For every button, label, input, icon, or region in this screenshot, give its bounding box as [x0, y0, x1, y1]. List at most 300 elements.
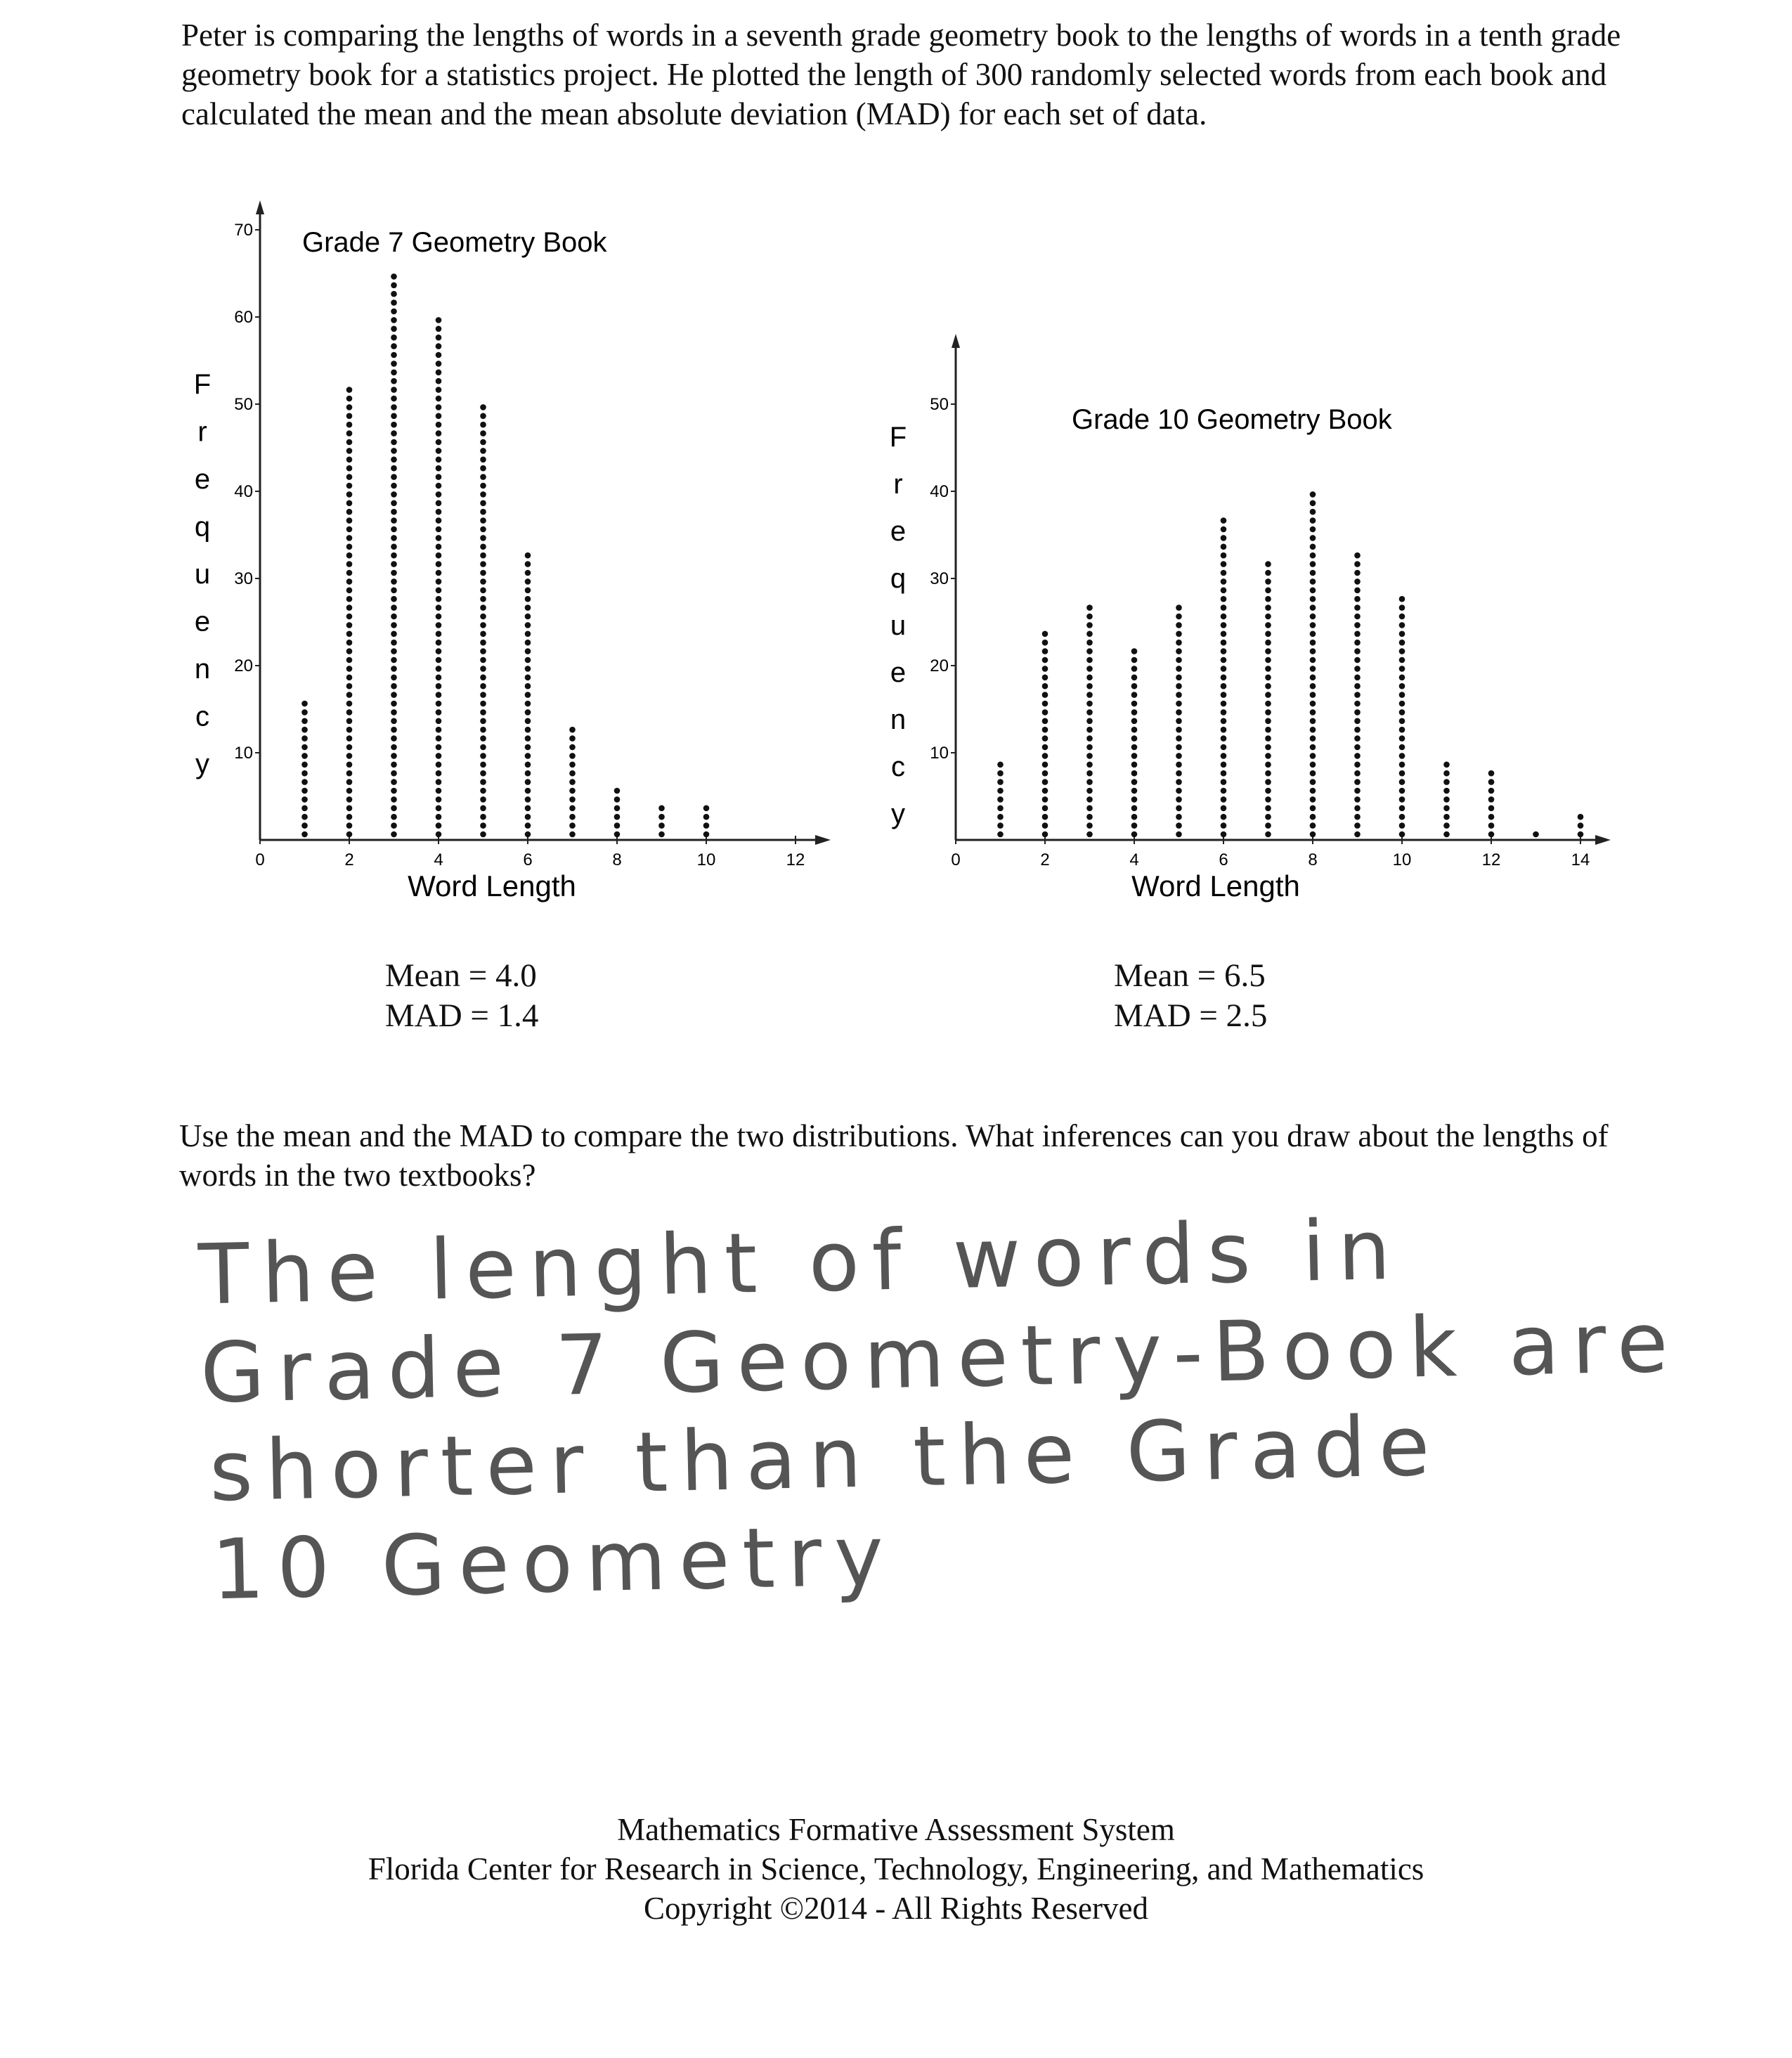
g7-dot: [391, 744, 397, 751]
g7-dot: [391, 631, 397, 638]
g7-dot: [480, 805, 486, 812]
g10-dot: [1265, 744, 1271, 751]
g10-dot: [1310, 588, 1316, 594]
g10-dot: [1310, 814, 1316, 820]
g7-dot: [480, 404, 486, 410]
g10-dot: [1131, 796, 1138, 803]
g10-dot: [1488, 831, 1495, 838]
g10-dot: [1042, 753, 1048, 759]
g7-dot: [480, 675, 486, 681]
g7-dot: [346, 753, 353, 759]
g7-dot: [391, 796, 397, 803]
g10-dot: [1354, 640, 1361, 646]
g10-dot: [1310, 604, 1316, 611]
g7-dot: [346, 578, 353, 585]
g10-dot: [1221, 692, 1227, 698]
g7-dot: [436, 378, 442, 384]
g10-dot: [1399, 648, 1405, 654]
g7-dot: [391, 343, 397, 349]
g10-dot: [1265, 718, 1271, 725]
g10-dot: [1354, 675, 1361, 681]
g7-dot: [436, 604, 442, 611]
g10-dot: [1354, 596, 1361, 602]
g7-dot: [436, 735, 442, 742]
g10-dot: [1176, 718, 1182, 725]
g10-dot: [1399, 796, 1405, 803]
g7-dot: [391, 666, 397, 672]
g10-dot: [1310, 675, 1316, 681]
g7-dot: [436, 370, 442, 376]
g10-dot: [1131, 666, 1138, 672]
g10-dot: [1221, 822, 1227, 829]
g7-dot: [480, 448, 486, 454]
g10-dot: [1221, 735, 1227, 742]
g7-dot: [480, 483, 486, 489]
g7-dot: [346, 544, 353, 550]
g7-dot: [391, 788, 397, 794]
g7-dot: [391, 675, 397, 681]
g7-y-tick-label: 10: [234, 744, 253, 763]
g7-dot: [346, 762, 353, 768]
g7-dot: [301, 718, 308, 725]
g7-dot: [391, 622, 397, 628]
g10-dot: [1399, 701, 1405, 707]
g7-dot: [525, 614, 531, 620]
g7-dot: [525, 683, 531, 690]
g10-dot: [1310, 788, 1316, 794]
g7-dot: [391, 465, 397, 472]
g7-dot: [480, 822, 486, 829]
g10-dot: [1221, 561, 1227, 567]
g10-dot: [1265, 709, 1271, 716]
g7-dot: [480, 744, 486, 751]
g7-dot: [525, 657, 531, 664]
g10-dot: [1354, 718, 1361, 725]
g10-dot: [1443, 814, 1450, 820]
g10-dot: [1042, 631, 1048, 638]
answer-line-4: 10 Geometry: [210, 1506, 897, 1619]
g10-dot: [1310, 701, 1316, 707]
g10-dot: [1221, 544, 1227, 550]
g10-dot: [1131, 718, 1138, 725]
g10-dot: [1221, 831, 1227, 838]
g7-dot: [436, 709, 442, 716]
g10-dot: [1354, 814, 1361, 820]
g7-dot: [436, 326, 442, 332]
g7-dot: [391, 578, 397, 585]
g7-dot: [436, 413, 442, 420]
g7-dot: [436, 535, 442, 541]
g10-y-axis-label-letter: q: [890, 563, 907, 594]
g7-dot: [436, 483, 442, 489]
g10-dot: [1086, 692, 1093, 698]
g7-dot: [480, 588, 486, 594]
g7-dot: [346, 535, 353, 541]
g7-dot: [525, 770, 531, 777]
g7-dot: [703, 822, 710, 829]
g10-dot: [1221, 570, 1227, 576]
g7-dot: [525, 561, 531, 567]
grade10-mad: MAD = 2.5: [1114, 997, 1268, 1034]
g10-dot: [1176, 805, 1182, 812]
g10-y-axis-label-letter: n: [890, 704, 907, 735]
g10-dot: [1399, 744, 1405, 751]
g7-dot: [436, 509, 442, 515]
g7-dot: [436, 500, 442, 507]
g7-dot: [391, 326, 397, 332]
g7-dot: [436, 439, 442, 446]
g7-dot: [346, 718, 353, 725]
g7-dot: [480, 622, 486, 628]
g7-dot: [525, 718, 531, 725]
g7-dot: [525, 822, 531, 829]
g10-dot: [1176, 788, 1182, 794]
g7-dot: [346, 744, 353, 751]
g10-y-tick-label: 30: [930, 569, 949, 588]
g10-dot: [1176, 701, 1182, 707]
g7-dot: [436, 361, 442, 367]
g10-dot: [1042, 701, 1048, 707]
g10-dot: [1354, 822, 1361, 829]
g10-dot: [1310, 648, 1316, 654]
g10-dot: [1221, 666, 1227, 672]
g7-dot: [525, 588, 531, 594]
g7-dot: [346, 709, 353, 716]
g7-dot: [703, 805, 710, 812]
g10-dot: [997, 831, 1004, 838]
g7-dot: [480, 457, 486, 463]
g10-dot: [1086, 831, 1093, 838]
g10-dot: [1354, 657, 1361, 664]
g10-dot: [1265, 770, 1271, 777]
g7-dot: [436, 552, 442, 559]
g7-dot: [391, 596, 397, 602]
g7-dot: [346, 500, 353, 507]
g7-dot: [436, 657, 442, 664]
g10-dot: [1221, 648, 1227, 654]
g10-dot: [1265, 631, 1271, 638]
g7-dot: [346, 614, 353, 620]
g10-dot: [1310, 805, 1316, 812]
g10-dot: [1265, 578, 1271, 585]
g7-dot: [346, 648, 353, 654]
g7-dot: [525, 675, 531, 681]
g10-dot: [1354, 762, 1361, 768]
g7-dot: [301, 709, 308, 716]
g7-dot: [346, 465, 353, 472]
g7-dot: [346, 526, 353, 533]
g10-dot: [1443, 779, 1450, 785]
g10-dot: [1221, 683, 1227, 690]
g7-dot: [301, 779, 308, 785]
g10-dot: [1443, 822, 1450, 829]
g10-dot: [1086, 822, 1093, 829]
g7-dot: [480, 796, 486, 803]
g7-y-tick-label: 70: [234, 221, 253, 240]
g7-x-axis-label: Word Length: [408, 869, 576, 902]
g7-dot: [346, 683, 353, 690]
g10-y-axis-label-letter: e: [890, 516, 907, 547]
g7-dot: [391, 770, 397, 777]
g7-dot: [525, 779, 531, 785]
grade10-mean: Mean = 6.5: [1114, 957, 1266, 994]
g10-y-axis-label-letter: F: [889, 422, 907, 453]
g7-y-axis-label-letter: n: [194, 654, 211, 685]
g7-dot: [480, 753, 486, 759]
g10-dot: [1176, 631, 1182, 638]
g10-dot: [1131, 831, 1138, 838]
g7-dot: [346, 666, 353, 672]
g10-dot: [1265, 657, 1271, 664]
g7-dot: [346, 570, 353, 576]
g7-dot: [569, 814, 576, 820]
g10-dot: [1399, 770, 1405, 777]
g10-dot: [1265, 604, 1271, 611]
g7-dot: [436, 570, 442, 576]
problem-prompt: Peter is comparing the lengths of words in a seventh grade geometry book to the lengths of words in a tenth grade geometry book for a statistics project. He plotted the length of 300 randomly selected words from each book and calculated the mean and the mean absolute deviation (MAD) for each set of data.: [181, 18, 1621, 131]
g7-y-axis-label-letter: e: [194, 606, 211, 638]
g7-dot: [346, 805, 353, 812]
g7-dot: [391, 805, 397, 812]
g7-dot: [436, 352, 442, 358]
g7-dot: [346, 588, 353, 594]
g10-dot: [1131, 701, 1138, 707]
g10-y-axis-arrow: [952, 334, 960, 348]
g10-dot: [1176, 727, 1182, 733]
g10-dot: [1176, 640, 1182, 646]
g7-x-tick-label: 0: [255, 850, 265, 869]
g10-dot: [1310, 614, 1316, 620]
grade7-dot-plot: [176, 197, 843, 921]
g10-dot: [1265, 753, 1271, 759]
g10-dot: [1354, 744, 1361, 751]
g7-dot: [301, 805, 308, 812]
g7-dot: [480, 509, 486, 515]
g10-dot: [1354, 622, 1361, 628]
g7-dot: [525, 666, 531, 672]
g10-dot: [1310, 796, 1316, 803]
g7-dot: [301, 822, 308, 829]
g7-dot: [525, 622, 531, 628]
g10-dot: [1310, 631, 1316, 638]
g7-dot: [436, 430, 442, 436]
g10-dot: [1221, 805, 1227, 812]
g10-dot: [1265, 683, 1271, 690]
g7-dot: [391, 283, 397, 289]
g10-dot: [1086, 744, 1093, 751]
g10-dot: [1131, 788, 1138, 794]
g10-dot: [1042, 770, 1048, 777]
g7-dot: [525, 796, 531, 803]
g10-dot: [1354, 631, 1361, 638]
g10-dot: [1086, 709, 1093, 716]
g10-dot: [997, 762, 1004, 768]
g10-dot: [1310, 735, 1316, 742]
g7-dot: [525, 692, 531, 698]
g7-dot: [436, 448, 442, 454]
g10-dot: [1354, 753, 1361, 759]
g10-dot: [1354, 727, 1361, 733]
g10-dot: [1265, 779, 1271, 785]
grade10-dot-plot: [878, 330, 1623, 921]
g7-y-axis-label-letter: F: [193, 369, 212, 400]
g10-y-axis-label-letter: u: [890, 610, 907, 641]
g10-dot: [1399, 762, 1405, 768]
g10-dot: [997, 814, 1004, 820]
g10-dot: [1578, 814, 1584, 820]
g7-dot: [391, 457, 397, 463]
g7-dot: [346, 701, 353, 707]
g7-dot: [391, 544, 397, 550]
g7-dot: [346, 491, 353, 498]
g10-dot: [1042, 657, 1048, 664]
g7-dot: [436, 675, 442, 681]
g7-dot: [480, 413, 486, 420]
g10-dot: [1443, 805, 1450, 812]
g10-dot: [1578, 831, 1584, 838]
g10-dot: [1086, 762, 1093, 768]
g10-dot: [1042, 718, 1048, 725]
g10-dot: [1221, 753, 1227, 759]
g10-x-tick-label: 8: [1308, 850, 1318, 869]
g7-dot: [436, 343, 442, 349]
g7-dot: [436, 422, 442, 428]
g10-dot: [1176, 614, 1182, 620]
g7-dot: [301, 762, 308, 768]
g7-dot: [614, 805, 621, 812]
g10-dot: [1265, 640, 1271, 646]
g7-dot: [346, 779, 353, 785]
g7-dot: [346, 404, 353, 410]
g10-dot: [1354, 788, 1361, 794]
g7-dot: [346, 796, 353, 803]
g10-dot: [1354, 552, 1361, 559]
g10-dot: [1131, 727, 1138, 733]
g10-dot: [1354, 796, 1361, 803]
g10-dot: [1265, 614, 1271, 620]
g7-dot: [569, 796, 576, 803]
g10-dot: [1176, 822, 1182, 829]
g7-dot: [346, 622, 353, 628]
g10-dot: [1221, 744, 1227, 751]
g7-x-tick-label: 2: [344, 850, 354, 869]
g10-dot: [1399, 718, 1405, 725]
g7-dot: [658, 814, 665, 820]
footer: [0, 1810, 1792, 1928]
g7-dot: [614, 822, 621, 829]
g7-dot: [436, 526, 442, 533]
g10-dot: [1042, 692, 1048, 698]
g10-dot: [1310, 762, 1316, 768]
g7-dot: [346, 552, 353, 559]
g10-dot: [1221, 535, 1227, 541]
g7-dot: [480, 561, 486, 567]
g10-dot: [1354, 805, 1361, 812]
g7-dot: [391, 822, 397, 829]
g7-y-axis-label-letter: e: [194, 464, 211, 495]
g7-y-axis-label-letter: c: [195, 701, 209, 732]
g7-dot: [436, 648, 442, 654]
g10-dot: [1354, 648, 1361, 654]
g7-dot: [436, 701, 442, 707]
g10-dot: [1354, 831, 1361, 838]
g7-dot: [480, 604, 486, 611]
g10-dot: [1310, 535, 1316, 541]
g7-dot: [569, 762, 576, 768]
g10-dot: [1310, 657, 1316, 664]
g7-dot: [391, 718, 397, 725]
g10-dot: [1354, 578, 1361, 585]
g10-dot: [1086, 622, 1093, 628]
g7-x-tick-label: 8: [612, 850, 622, 869]
g7-dot: [346, 657, 353, 664]
g10-dot: [1131, 753, 1138, 759]
g7-dot: [436, 744, 442, 751]
g10-y-axis-label-letter: r: [893, 469, 903, 500]
g10-dot: [1310, 692, 1316, 698]
g7-dot: [301, 727, 308, 733]
g10-dot: [1086, 657, 1093, 664]
g7-dot: [525, 701, 531, 707]
g7-dot: [346, 483, 353, 489]
g10-dot: [1086, 604, 1093, 611]
g7-dot: [525, 640, 531, 646]
g10-dot: [1221, 588, 1227, 594]
g7-dot: [703, 814, 710, 820]
g7-title: Grade 7 Geometry Book: [302, 227, 607, 258]
g10-dot: [1221, 640, 1227, 646]
g7-dot: [346, 770, 353, 777]
g7-dot: [391, 561, 397, 567]
g10-dot: [1265, 831, 1271, 838]
g10-dot: [1176, 604, 1182, 611]
g10-dot: [1131, 770, 1138, 777]
g10-x-tick-label: 12: [1481, 850, 1501, 869]
g7-dot: [480, 718, 486, 725]
g7-dot: [436, 683, 442, 690]
g7-dot: [569, 770, 576, 777]
g10-dot: [1086, 701, 1093, 707]
g7-dot: [436, 796, 442, 803]
g7-dot: [391, 552, 397, 559]
g10-y-tick-label: 20: [930, 656, 949, 675]
g10-y-tick-label: 10: [930, 744, 949, 763]
g10-dot: [1131, 648, 1138, 654]
g7-dot: [436, 465, 442, 472]
g7-dot: [391, 335, 397, 341]
g10-dot: [1310, 491, 1316, 498]
g10-dot: [1221, 718, 1227, 725]
answer-line-3: shorter than the Grade: [208, 1397, 1443, 1520]
g7-dot: [346, 631, 353, 638]
g7-y-axis-label-letter: r: [197, 416, 207, 448]
g10-dot: [1488, 788, 1495, 794]
g7-dot: [436, 335, 442, 341]
g7-dot: [569, 735, 576, 742]
g10-dot: [1042, 788, 1048, 794]
g10-dot: [1399, 814, 1405, 820]
g10-dot: [1265, 648, 1271, 654]
g10-dot: [1086, 640, 1093, 646]
g10-dot: [1176, 779, 1182, 785]
g10-dot: [1086, 666, 1093, 672]
g10-x-axis-label: Word Length: [1131, 869, 1300, 902]
g10-dot: [1176, 709, 1182, 716]
g7-dot: [346, 675, 353, 681]
g10-dot: [1354, 692, 1361, 698]
g7-dot: [569, 805, 576, 812]
g7-dot: [346, 561, 353, 567]
